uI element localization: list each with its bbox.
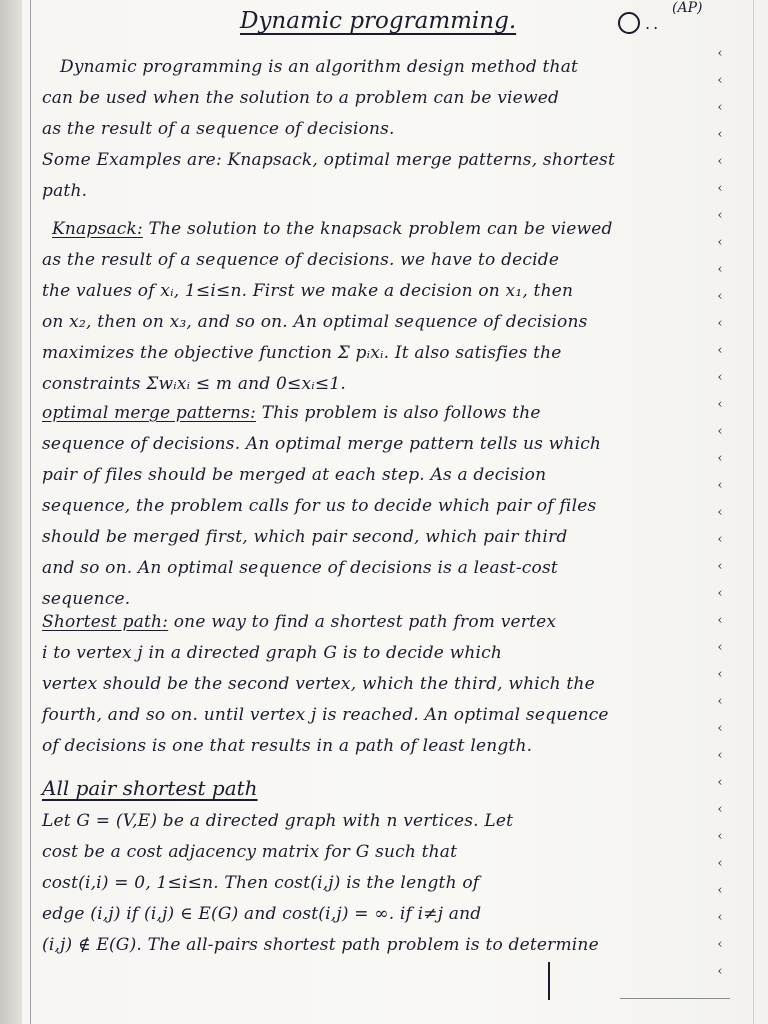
all-pairs-line: Let G = (V,E) be a directed graph with n vertices. Let [42, 811, 514, 831]
merge-line: sequence, the problem calls for us to decide which pair of files [42, 496, 597, 516]
knapsack-line: maximizes the objective function Σ pᵢxᵢ. It also satisfies the [42, 343, 562, 363]
circle-doodle [618, 12, 640, 34]
shortest-line [42, 607, 697, 638]
shortest-path-section [42, 607, 697, 762]
intro-line: path. [42, 181, 88, 201]
page-right-edge [753, 0, 754, 1024]
knapsack-line [42, 214, 697, 245]
intro-line: Dynamic programming is an algorithm design method that [60, 57, 579, 77]
knapsack-text: The solution to the knapsack problem can be viewed [142, 219, 613, 239]
shortest-heading: Shortest path: [42, 612, 169, 632]
knapsack-line: the values of xᵢ, 1≤i≤n. First we make a decision on x₁, then [42, 281, 574, 301]
shortest-text: one way to find a shortest path from vertex [168, 612, 557, 632]
merge-line: sequence. [42, 589, 131, 609]
merge-line: and so on. An optimal sequence of decisions is a least-cost [42, 558, 558, 578]
dots-doodle: .. [645, 14, 662, 33]
shortest-line: vertex should be the second vertex, which the third, which the [42, 674, 595, 694]
intro-line: can be used when the solution to a problem can be viewed [42, 88, 560, 108]
knapsack-line: as the result of a sequence of decisions. we have to decide [42, 250, 560, 270]
merge-line: sequence of decisions. An optimal merge pattern tells us which [42, 434, 602, 454]
corner-annotation: (AP) [672, 0, 703, 16]
margin-line [30, 0, 31, 1024]
shortest-line: i to vertex j in a directed graph G is to decide which [42, 643, 503, 663]
merge-line [42, 398, 697, 429]
all-pairs-line: cost be a cost adjacency matrix for G such that [42, 842, 458, 862]
page-binding [0, 0, 22, 1024]
knapsack-heading: Knapsack: [52, 219, 143, 239]
intro-line: Some Examples are: Knapsack, optimal merge patterns, shortest [42, 150, 616, 170]
knapsack-line: constraints Σwᵢxᵢ ≤ m and 0≤xᵢ≤1. [42, 374, 346, 394]
merge-line: should be merged first, which pair second, which pair third [42, 527, 568, 547]
shortest-line: of decisions is one that results in a path of least length. [42, 736, 533, 756]
merge-line: pair of files should be merged at each step. As a decision [42, 465, 547, 485]
all-pairs-section [42, 776, 697, 961]
page-title: Dynamic programming. [240, 8, 517, 34]
all-pairs-line: edge (i,j) if (i,j) ∈ E(G) and cost(i,j) = ∞. if i≠j and [42, 904, 482, 924]
all-pairs-heading: All pair shortest path [42, 776, 258, 800]
all-pairs-line: (i,j) ∉ E(G). The all-pairs shortest path problem is to determine [42, 935, 599, 955]
all-pairs-line: cost(i,i) = 0, 1≤i≤n. Then cost(i,j) is the length of [42, 873, 480, 893]
merge-section [42, 398, 697, 615]
ink-stroke [548, 962, 550, 1000]
binding-hole-marks: ‹ ‹ ‹ ‹ ‹ ‹ ‹ ‹ ‹ ‹ ‹ ‹ ‹ ‹ ‹ ‹ ‹ ‹ ‹ ‹ ‹ ‹ ‹ ‹ ‹ ‹ ‹ ‹ ‹ ‹ ‹ ‹ ‹ ‹ ‹ [717, 46, 723, 979]
shortest-line: fourth, and so on. until vertex j is reached. An optimal sequence [42, 705, 609, 725]
intro-paragraph [42, 52, 697, 207]
bottom-rule [620, 998, 730, 999]
knapsack-section [42, 214, 697, 400]
knapsack-line: on x₂, then on x₃, and so on. An optimal sequence of decisions [42, 312, 588, 332]
intro-line: as the result of a sequence of decisions. [42, 119, 395, 139]
merge-text: This problem is also follows the [256, 403, 541, 423]
merge-heading: optimal merge patterns: [42, 403, 257, 423]
